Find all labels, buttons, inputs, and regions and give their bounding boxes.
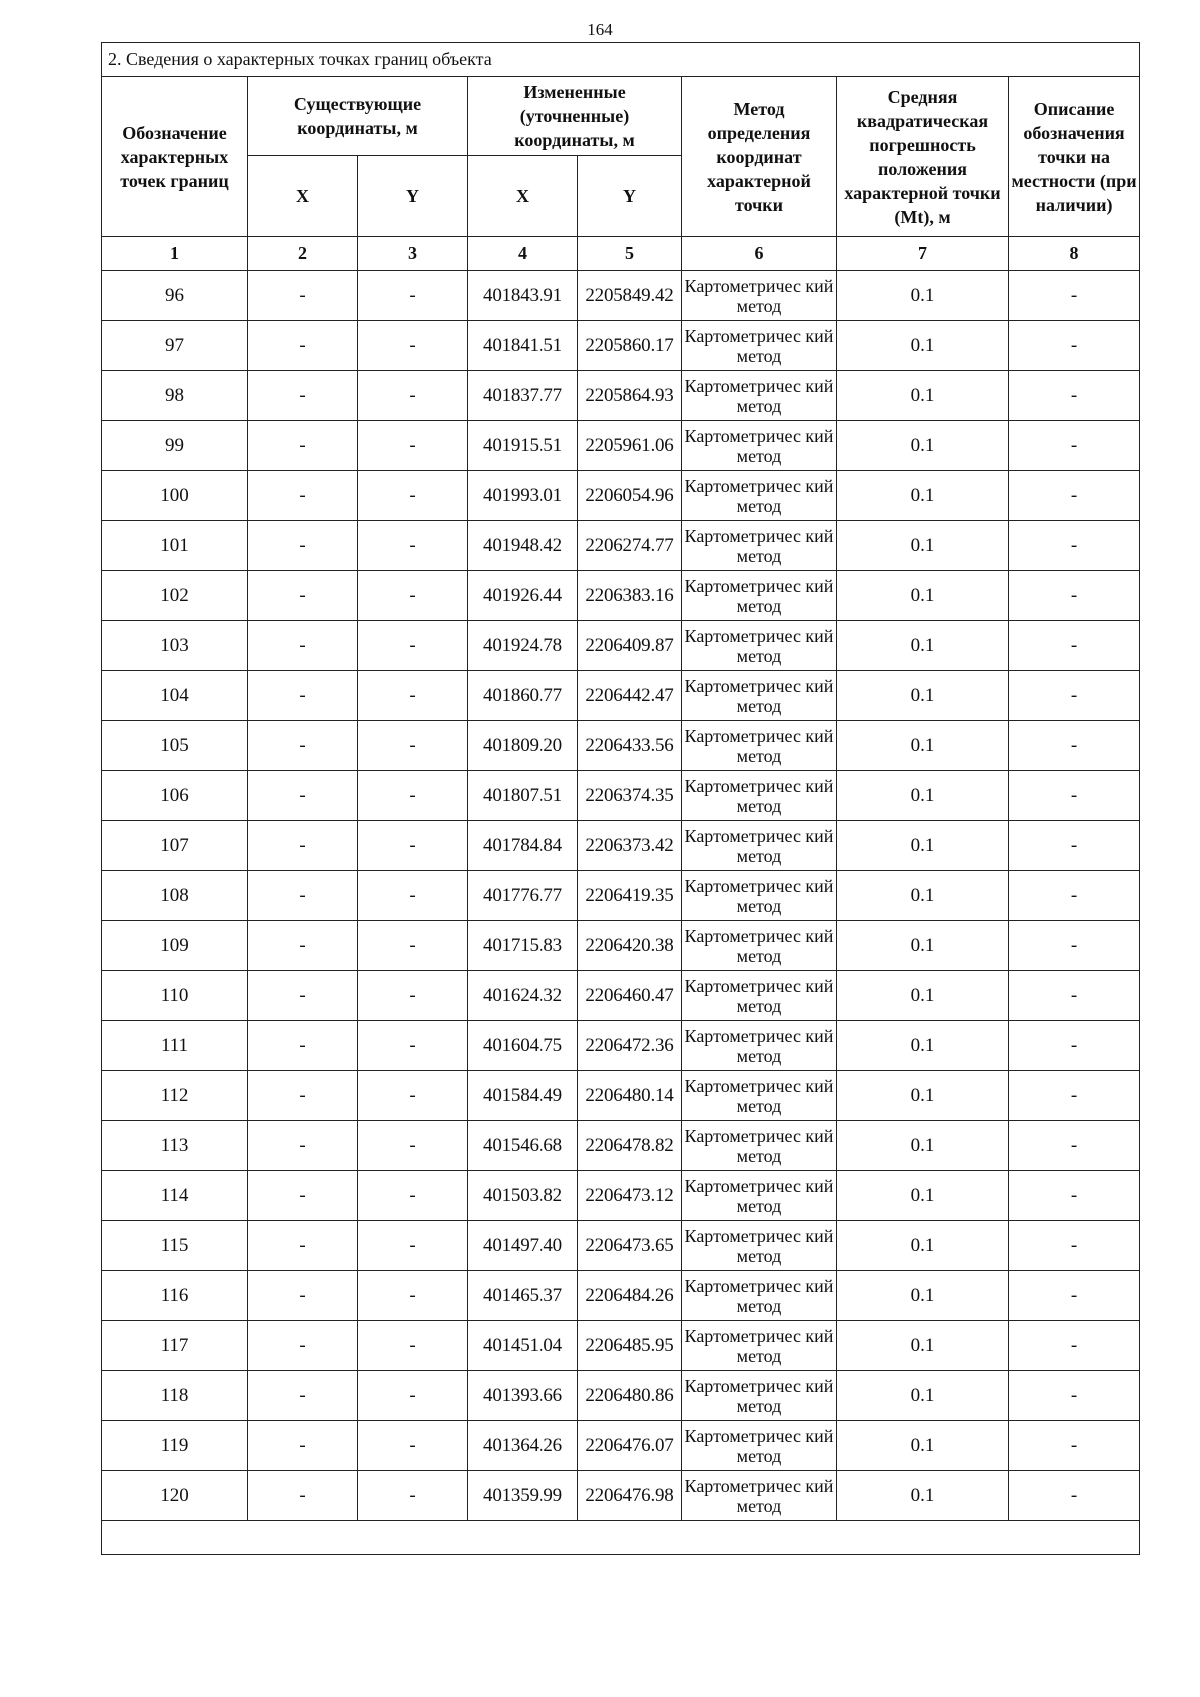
cell-point-description: - bbox=[1009, 721, 1140, 771]
cell-point-description: - bbox=[1009, 1321, 1140, 1371]
table-footer-row bbox=[102, 1521, 1140, 1555]
cell-existing-y: - bbox=[358, 1221, 468, 1271]
cell-existing-y: - bbox=[358, 1421, 468, 1471]
cell-mean-square-error: 0.1 bbox=[837, 321, 1009, 371]
cell-point-id: 109 bbox=[102, 921, 248, 971]
cell-changed-x: 401807.51 bbox=[468, 771, 578, 821]
cell-changed-y: 2206476.98 bbox=[578, 1471, 682, 1521]
cell-existing-y: - bbox=[358, 1371, 468, 1421]
cell-point-id: 111 bbox=[102, 1021, 248, 1071]
cell-point-id: 114 bbox=[102, 1171, 248, 1221]
cell-existing-x: - bbox=[248, 1271, 358, 1321]
cell-point-description: - bbox=[1009, 1271, 1140, 1321]
cell-changed-x: 401784.84 bbox=[468, 821, 578, 871]
cell-existing-y: - bbox=[358, 371, 468, 421]
cell-method: Картометричес кий метод bbox=[682, 471, 837, 521]
cell-point-id: 99 bbox=[102, 421, 248, 471]
cell-changed-x: 401776.77 bbox=[468, 871, 578, 921]
table-row bbox=[102, 721, 1140, 771]
cell-existing-y: - bbox=[358, 921, 468, 971]
cell-changed-x: 401860.77 bbox=[468, 671, 578, 721]
cell-changed-x: 401715.83 bbox=[468, 921, 578, 971]
cell-method: Картометричес кий метод bbox=[682, 1321, 837, 1371]
cell-method: Картометричес кий метод bbox=[682, 521, 837, 571]
cell-existing-y: - bbox=[358, 571, 468, 621]
cell-method: Картометричес кий метод bbox=[682, 1471, 837, 1521]
table-row bbox=[102, 471, 1140, 521]
table-row bbox=[102, 621, 1140, 671]
cell-existing-x: - bbox=[248, 321, 358, 371]
table-row bbox=[102, 671, 1140, 721]
cell-point-id: 97 bbox=[102, 321, 248, 371]
cell-existing-x: - bbox=[248, 771, 358, 821]
column-number: 1 bbox=[102, 237, 248, 271]
cell-changed-x: 401584.49 bbox=[468, 1071, 578, 1121]
header-changed-y: Y bbox=[578, 156, 682, 237]
cell-existing-x: - bbox=[248, 1121, 358, 1171]
cell-changed-x: 401809.20 bbox=[468, 721, 578, 771]
cell-existing-y: - bbox=[358, 671, 468, 721]
cell-mean-square-error: 0.1 bbox=[837, 1121, 1009, 1171]
cell-method: Картометричес кий метод bbox=[682, 1221, 837, 1271]
boundary-points-table-wrapper bbox=[101, 42, 1139, 1555]
cell-changed-y: 2206472.36 bbox=[578, 1021, 682, 1071]
cell-point-id: 115 bbox=[102, 1221, 248, 1271]
cell-changed-x: 401841.51 bbox=[468, 321, 578, 371]
cell-changed-x: 401546.68 bbox=[468, 1121, 578, 1171]
cell-changed-y: 2205961.06 bbox=[578, 421, 682, 471]
cell-changed-y: 2206274.77 bbox=[578, 521, 682, 571]
table-row bbox=[102, 1221, 1140, 1271]
cell-changed-y: 2205860.17 bbox=[578, 321, 682, 371]
column-number: 4 bbox=[468, 237, 578, 271]
cell-existing-x: - bbox=[248, 421, 358, 471]
header-existing-y: Y bbox=[358, 156, 468, 237]
cell-point-id: 120 bbox=[102, 1471, 248, 1521]
cell-existing-y: - bbox=[358, 1121, 468, 1171]
cell-method: Картометричес кий метод bbox=[682, 271, 837, 321]
cell-mean-square-error: 0.1 bbox=[837, 671, 1009, 721]
cell-mean-square-error: 0.1 bbox=[837, 1321, 1009, 1371]
header-changed-coordinates: Измененные (уточненные) координаты, м bbox=[468, 77, 682, 156]
cell-existing-y: - bbox=[358, 321, 468, 371]
cell-existing-y: - bbox=[358, 521, 468, 571]
cell-changed-x: 401843.91 bbox=[468, 271, 578, 321]
cell-existing-x: - bbox=[248, 571, 358, 621]
cell-changed-x: 401359.99 bbox=[468, 1471, 578, 1521]
cell-point-id: 98 bbox=[102, 371, 248, 421]
cell-point-description: - bbox=[1009, 771, 1140, 821]
cell-changed-y: 2205864.93 bbox=[578, 371, 682, 421]
table-row bbox=[102, 1121, 1140, 1171]
cell-mean-square-error: 0.1 bbox=[837, 821, 1009, 871]
cell-mean-square-error: 0.1 bbox=[837, 1021, 1009, 1071]
cell-method: Картометричес кий метод bbox=[682, 721, 837, 771]
cell-existing-x: - bbox=[248, 1471, 358, 1521]
cell-point-id: 110 bbox=[102, 971, 248, 1021]
cell-changed-x: 401364.26 bbox=[468, 1421, 578, 1471]
header-changed-x: X bbox=[468, 156, 578, 237]
section-title: 2. Сведения о характерных точках границ объекта bbox=[102, 43, 1140, 77]
cell-changed-x: 401451.04 bbox=[468, 1321, 578, 1371]
cell-point-id: 116 bbox=[102, 1271, 248, 1321]
cell-mean-square-error: 0.1 bbox=[837, 721, 1009, 771]
cell-point-description: - bbox=[1009, 971, 1140, 1021]
cell-changed-y: 2206473.65 bbox=[578, 1221, 682, 1271]
cell-method: Картометричес кий метод bbox=[682, 621, 837, 671]
cell-point-id: 112 bbox=[102, 1071, 248, 1121]
cell-changed-y: 2206433.56 bbox=[578, 721, 682, 771]
cell-method: Картометричес кий метод bbox=[682, 421, 837, 471]
cell-point-description: - bbox=[1009, 1021, 1140, 1071]
cell-changed-x: 401915.51 bbox=[468, 421, 578, 471]
cell-point-id: 108 bbox=[102, 871, 248, 921]
column-number: 3 bbox=[358, 237, 468, 271]
column-number: 2 bbox=[248, 237, 358, 271]
cell-existing-x: - bbox=[248, 921, 358, 971]
cell-method: Картометричес кий метод bbox=[682, 671, 837, 721]
cell-existing-x: - bbox=[248, 871, 358, 921]
cell-changed-x: 401465.37 bbox=[468, 1271, 578, 1321]
table-row bbox=[102, 1371, 1140, 1421]
cell-existing-y: - bbox=[358, 421, 468, 471]
cell-changed-x: 401993.01 bbox=[468, 471, 578, 521]
cell-mean-square-error: 0.1 bbox=[837, 1221, 1009, 1271]
cell-point-id: 107 bbox=[102, 821, 248, 871]
cell-changed-y: 2206480.86 bbox=[578, 1371, 682, 1421]
cell-existing-y: - bbox=[358, 621, 468, 671]
cell-existing-y: - bbox=[358, 1271, 468, 1321]
cell-point-description: - bbox=[1009, 471, 1140, 521]
column-number-row bbox=[102, 237, 1140, 271]
cell-existing-x: - bbox=[248, 371, 358, 421]
table-body bbox=[102, 271, 1140, 1521]
cell-changed-y: 2206480.14 bbox=[578, 1071, 682, 1121]
cell-existing-y: - bbox=[358, 1071, 468, 1121]
cell-method: Картометричес кий метод bbox=[682, 1121, 837, 1171]
cell-point-description: - bbox=[1009, 1421, 1140, 1471]
cell-existing-y: - bbox=[358, 971, 468, 1021]
cell-point-id: 106 bbox=[102, 771, 248, 821]
cell-point-description: - bbox=[1009, 1371, 1140, 1421]
cell-changed-y: 2206374.35 bbox=[578, 771, 682, 821]
cell-point-id: 101 bbox=[102, 521, 248, 571]
header-point-designation: Обозначение характерных точек границ bbox=[102, 77, 248, 237]
cell-existing-x: - bbox=[248, 521, 358, 571]
cell-existing-y: - bbox=[358, 771, 468, 821]
cell-method: Картометричес кий метод bbox=[682, 1021, 837, 1071]
cell-mean-square-error: 0.1 bbox=[837, 921, 1009, 971]
table-row bbox=[102, 1321, 1140, 1371]
cell-point-description: - bbox=[1009, 1171, 1140, 1221]
column-number: 6 bbox=[682, 237, 837, 271]
cell-point-id: 100 bbox=[102, 471, 248, 521]
cell-point-description: - bbox=[1009, 921, 1140, 971]
cell-changed-y: 2206420.38 bbox=[578, 921, 682, 971]
cell-point-description: - bbox=[1009, 1071, 1140, 1121]
cell-changed-y: 2206409.87 bbox=[578, 621, 682, 671]
cell-mean-square-error: 0.1 bbox=[837, 521, 1009, 571]
cell-existing-y: - bbox=[358, 871, 468, 921]
cell-changed-y: 2206054.96 bbox=[578, 471, 682, 521]
table-row bbox=[102, 871, 1140, 921]
cell-existing-x: - bbox=[248, 671, 358, 721]
cell-method: Картометричес кий метод bbox=[682, 571, 837, 621]
cell-existing-y: - bbox=[358, 1321, 468, 1371]
cell-existing-x: - bbox=[248, 1421, 358, 1471]
cell-changed-y: 2205849.42 bbox=[578, 271, 682, 321]
cell-existing-x: - bbox=[248, 471, 358, 521]
cell-mean-square-error: 0.1 bbox=[837, 971, 1009, 1021]
cell-changed-y: 2206478.82 bbox=[578, 1121, 682, 1171]
cell-point-id: 119 bbox=[102, 1421, 248, 1471]
cell-point-description: - bbox=[1009, 271, 1140, 321]
cell-mean-square-error: 0.1 bbox=[837, 1371, 1009, 1421]
header-row-1 bbox=[102, 77, 1140, 156]
cell-method: Картометричес кий метод bbox=[682, 971, 837, 1021]
cell-existing-x: - bbox=[248, 1371, 358, 1421]
cell-changed-x: 401926.44 bbox=[468, 571, 578, 621]
cell-existing-x: - bbox=[248, 1171, 358, 1221]
table-row bbox=[102, 521, 1140, 571]
cell-changed-x: 401948.42 bbox=[468, 521, 578, 571]
cell-existing-y: - bbox=[358, 271, 468, 321]
cell-method: Картометричес кий метод bbox=[682, 1371, 837, 1421]
cell-changed-x: 401837.77 bbox=[468, 371, 578, 421]
cell-point-description: - bbox=[1009, 821, 1140, 871]
cell-point-description: - bbox=[1009, 521, 1140, 571]
table-row bbox=[102, 921, 1140, 971]
cell-point-id: 102 bbox=[102, 571, 248, 621]
cell-method: Картометричес кий метод bbox=[682, 921, 837, 971]
cell-mean-square-error: 0.1 bbox=[837, 271, 1009, 321]
cell-method: Картометричес кий метод bbox=[682, 871, 837, 921]
cell-point-description: - bbox=[1009, 621, 1140, 671]
cell-changed-y: 2206460.47 bbox=[578, 971, 682, 1021]
table-row bbox=[102, 271, 1140, 321]
cell-method: Картометричес кий метод bbox=[682, 371, 837, 421]
cell-method: Картометричес кий метод bbox=[682, 771, 837, 821]
table-row bbox=[102, 421, 1140, 471]
cell-changed-y: 2206473.12 bbox=[578, 1171, 682, 1221]
cell-existing-x: - bbox=[248, 1071, 358, 1121]
column-number: 7 bbox=[837, 237, 1009, 271]
cell-point-description: - bbox=[1009, 321, 1140, 371]
table-row bbox=[102, 321, 1140, 371]
cell-mean-square-error: 0.1 bbox=[837, 1071, 1009, 1121]
cell-changed-x: 401624.32 bbox=[468, 971, 578, 1021]
cell-mean-square-error: 0.1 bbox=[837, 421, 1009, 471]
cell-changed-x: 401924.78 bbox=[468, 621, 578, 671]
table-row bbox=[102, 371, 1140, 421]
cell-mean-square-error: 0.1 bbox=[837, 471, 1009, 521]
cell-mean-square-error: 0.1 bbox=[837, 571, 1009, 621]
cell-point-description: - bbox=[1009, 571, 1140, 621]
cell-existing-x: - bbox=[248, 721, 358, 771]
cell-method: Картометричес кий метод bbox=[682, 1071, 837, 1121]
cell-existing-y: - bbox=[358, 1471, 468, 1521]
cell-point-id: 103 bbox=[102, 621, 248, 671]
boundary-points-table bbox=[101, 42, 1140, 1555]
cell-existing-x: - bbox=[248, 1021, 358, 1071]
cell-mean-square-error: 0.1 bbox=[837, 871, 1009, 921]
cell-point-description: - bbox=[1009, 1221, 1140, 1271]
cell-point-id: 117 bbox=[102, 1321, 248, 1371]
cell-existing-x: - bbox=[248, 1321, 358, 1371]
column-number: 5 bbox=[578, 237, 682, 271]
cell-mean-square-error: 0.1 bbox=[837, 1271, 1009, 1321]
cell-point-id: 118 bbox=[102, 1371, 248, 1421]
cell-existing-y: - bbox=[358, 721, 468, 771]
header-existing-x: X bbox=[248, 156, 358, 237]
cell-changed-y: 2206373.42 bbox=[578, 821, 682, 871]
table-row bbox=[102, 821, 1140, 871]
cell-changed-y: 2206476.07 bbox=[578, 1421, 682, 1471]
table-row bbox=[102, 1471, 1140, 1521]
cell-changed-x: 401503.82 bbox=[468, 1171, 578, 1221]
cell-mean-square-error: 0.1 bbox=[837, 771, 1009, 821]
cell-point-description: - bbox=[1009, 421, 1140, 471]
cell-existing-x: - bbox=[248, 271, 358, 321]
cell-existing-x: - bbox=[248, 821, 358, 871]
cell-changed-x: 401393.66 bbox=[468, 1371, 578, 1421]
cell-mean-square-error: 0.1 bbox=[837, 1421, 1009, 1471]
table-row bbox=[102, 571, 1140, 621]
cell-point-description: - bbox=[1009, 1121, 1140, 1171]
cell-method: Картометричес кий метод bbox=[682, 1421, 837, 1471]
cell-changed-y: 2206419.35 bbox=[578, 871, 682, 921]
cell-changed-y: 2206442.47 bbox=[578, 671, 682, 721]
cell-existing-y: - bbox=[358, 471, 468, 521]
table-row bbox=[102, 1271, 1140, 1321]
cell-changed-x: 401497.40 bbox=[468, 1221, 578, 1271]
cell-method: Картометричес кий метод bbox=[682, 821, 837, 871]
page-number: 164 bbox=[587, 20, 613, 39]
cell-existing-y: - bbox=[358, 1021, 468, 1071]
cell-mean-square-error: 0.1 bbox=[837, 371, 1009, 421]
cell-changed-y: 2206484.26 bbox=[578, 1271, 682, 1321]
cell-changed-y: 2206383.16 bbox=[578, 571, 682, 621]
table-row bbox=[102, 1421, 1140, 1471]
header-point-description: Описание обозначения точки на местности (при наличии) bbox=[1009, 77, 1140, 237]
column-number: 8 bbox=[1009, 237, 1140, 271]
table-row bbox=[102, 971, 1140, 1021]
header-mean-square-error: Средняя квадратическая погрешность положения характерной точки (Mt), м bbox=[837, 77, 1009, 237]
cell-existing-x: - bbox=[248, 1221, 358, 1271]
cell-existing-x: - bbox=[248, 621, 358, 671]
cell-existing-y: - bbox=[358, 1171, 468, 1221]
cell-point-id: 105 bbox=[102, 721, 248, 771]
cell-method: Картометричес кий метод bbox=[682, 1271, 837, 1321]
cell-existing-x: - bbox=[248, 971, 358, 1021]
header-existing-coordinates: Существующие координаты, м bbox=[248, 77, 468, 156]
cell-point-id: 96 bbox=[102, 271, 248, 321]
table-row bbox=[102, 1171, 1140, 1221]
cell-changed-x: 401604.75 bbox=[468, 1021, 578, 1071]
cell-point-description: - bbox=[1009, 371, 1140, 421]
table-row bbox=[102, 1021, 1140, 1071]
header-method: Метод определения координат характерной точки bbox=[682, 77, 837, 237]
table-footer-cell bbox=[102, 1521, 1140, 1555]
cell-point-id: 113 bbox=[102, 1121, 248, 1171]
cell-method: Картометричес кий метод bbox=[682, 321, 837, 371]
cell-method: Картометричес кий метод bbox=[682, 1171, 837, 1221]
cell-changed-y: 2206485.95 bbox=[578, 1321, 682, 1371]
cell-mean-square-error: 0.1 bbox=[837, 1471, 1009, 1521]
cell-point-description: - bbox=[1009, 871, 1140, 921]
cell-mean-square-error: 0.1 bbox=[837, 621, 1009, 671]
cell-existing-y: - bbox=[358, 821, 468, 871]
section-title-row bbox=[102, 43, 1140, 77]
cell-point-description: - bbox=[1009, 1471, 1140, 1521]
cell-mean-square-error: 0.1 bbox=[837, 1171, 1009, 1221]
cell-point-description: - bbox=[1009, 671, 1140, 721]
cell-point-id: 104 bbox=[102, 671, 248, 721]
table-row bbox=[102, 1071, 1140, 1121]
table-row bbox=[102, 771, 1140, 821]
